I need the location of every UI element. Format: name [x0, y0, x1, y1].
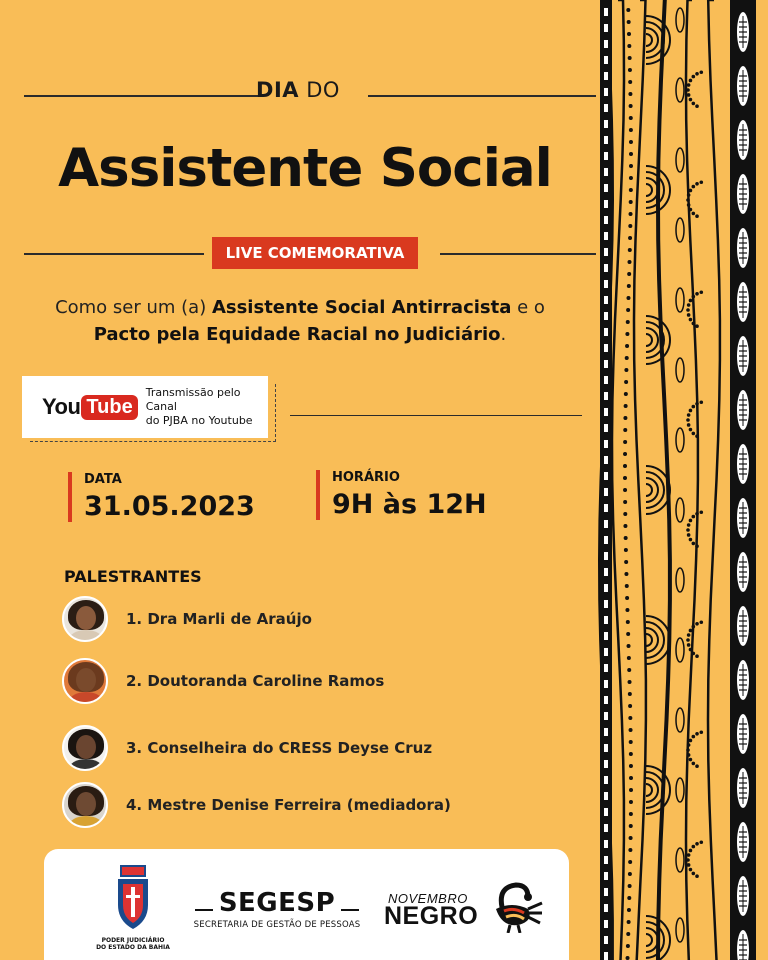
speaker-item: 1. Dra Marli de Araújo	[62, 596, 312, 642]
badge-rule-right	[440, 253, 596, 255]
youtube-rule	[290, 415, 582, 416]
sankofa-bird-icon	[488, 877, 544, 933]
speaker-item: 2. Doutoranda Caroline Ramos	[62, 658, 384, 704]
avatar	[62, 658, 108, 704]
segesp-logo: SEGESP SECRETARIA DE GESTÃO DE PESSOAS	[193, 888, 361, 930]
day-heading: DIA DO	[256, 78, 340, 102]
subtitle: Como ser um (a) Assistente Social Antirracista e o Pacto pela Equidade Racial no Judiciário.	[55, 297, 545, 345]
avatar	[62, 725, 108, 771]
avatar	[62, 596, 108, 642]
youtube-text: Transmissão pelo Canal do PJBA no Youtube	[145, 386, 253, 427]
avatar	[62, 782, 108, 828]
youtube-icon: You Tube	[42, 394, 138, 420]
date-block: DATA 31.05.2023	[68, 472, 255, 522]
youtube-card[interactable]	[22, 376, 268, 438]
page-title: Assistente Social	[58, 138, 552, 199]
speaker-item: 3. Conselheira do CRESS Deyse Cruz	[62, 725, 432, 771]
time-block: HORÁRIO 9H às 12H	[316, 470, 487, 520]
badge-rule-left	[24, 253, 204, 255]
coat-of-arms-icon	[114, 865, 152, 935]
date-value: 31.05.2023	[84, 491, 255, 522]
time-value: 9H às 12H	[332, 489, 487, 520]
live-badge: LIVE COMEMORATIVA	[212, 237, 418, 269]
novembro-negro-logo: NOVEMBRO NEGRO	[384, 891, 479, 930]
speaker-item: 4. Mestre Denise Ferreira (mediadora)	[62, 782, 451, 828]
speakers-title: PALESTRANTES	[64, 567, 202, 586]
decorative-pattern	[596, 0, 768, 960]
pj-text: PODER JUDICIÁRIO DO ESTADO DA BAHIA	[96, 937, 170, 951]
footer-logos	[44, 849, 569, 960]
